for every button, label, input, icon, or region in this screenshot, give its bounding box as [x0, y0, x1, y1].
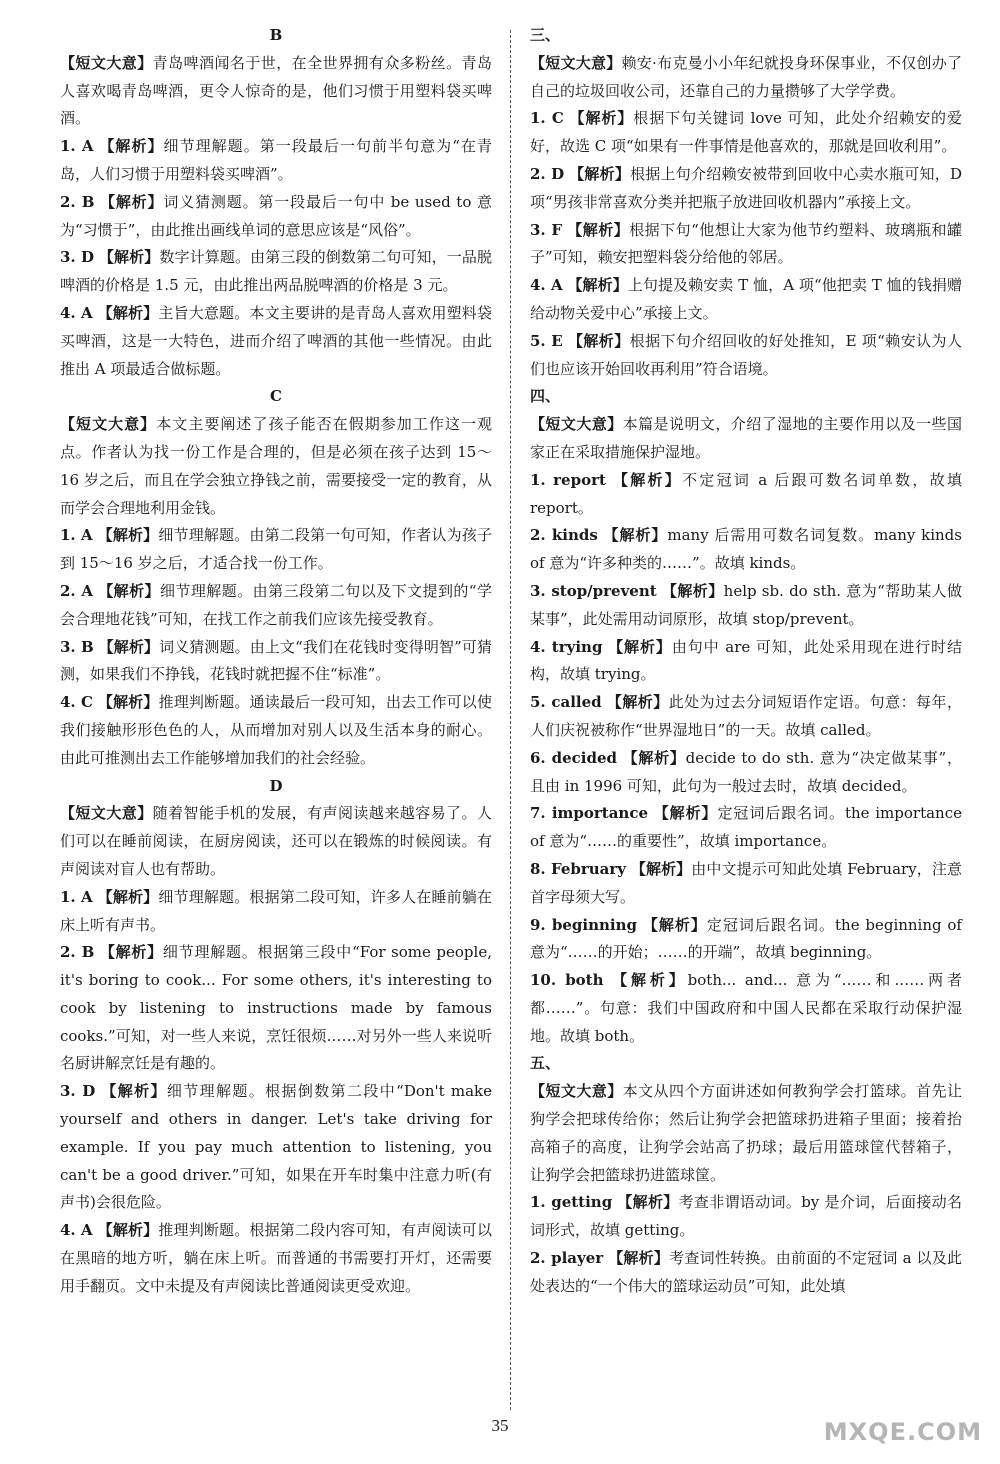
analysis-tag: 【解析】 — [97, 303, 159, 322]
answer-item — [60, 300, 492, 383]
body-text: 由中文提示可知此处填 February，注意首字母须大写。 — [530, 859, 962, 906]
answer-number: 4. A — [60, 1221, 93, 1240]
body-text: 主旨大意题。本文主要讲的是青岛人喜欢用塑料袋买啤酒，这是一大特色，进而介绍了啤酒的其他一些情况。由此推出 A 项最适合做标题。 — [60, 303, 492, 378]
body-text: 根据下句关键词 love 可知，此处介绍赖安的爱好，故选 C 项“如果有一件事情是他喜欢的，那就是回收利用”。 — [530, 109, 962, 156]
body-text: both... and... 意为“……和……两者都……”。句意：我们中国政府和中国人民都在采取行动保护湿地。故填 both。 — [530, 971, 962, 1045]
answer-item — [530, 634, 962, 690]
body-text: help sb. do sth. 意为“帮助某人做某事”，此处需用动词原形，故填 stop/prevent。 — [530, 581, 962, 628]
answer-number: 4. A — [530, 276, 563, 295]
answer-number: 1. getting — [530, 1193, 613, 1212]
body-text: 根据下句“他想让大家为他节约塑料、玻璃瓶和罐子”可知，赖安把塑料袋分给他的邻居。 — [530, 220, 962, 267]
answer-number: 8. February — [530, 859, 626, 878]
passage-summary — [60, 50, 492, 133]
analysis-tag: 【解析】 — [97, 887, 159, 906]
answer-number: 3. stop/prevent — [530, 581, 657, 600]
body-text: 随着智能手机的发展，有声阅读越来越容易了。人们可以在睡前阅读，在厨房阅读，还可以在锻炼的时候阅读。有声阅读对盲人也有帮助。 — [60, 804, 492, 878]
summary-tag: 【短文大意】 — [530, 53, 622, 72]
body-text: 根据下句介绍回收的好处推知，E 项“赖安认为人们也应该开始回收再利用”符合语境。 — [530, 331, 962, 378]
body-text: 青岛啤酒闻名于世，在全世界拥有众多粉丝。青岛人喜欢喝青岛啤酒，更令人惊奇的是，他们习惯于用塑料袋买啤酒。 — [60, 53, 492, 128]
analysis-tag: 【解析】 — [100, 192, 164, 211]
body-text: 推理判断题。根据第二段内容可知，有声阅读可以在黑暗的地方听，躺在床上听。而普通的书需要打开灯，还需要用手翻页。文中未提及有声阅读比普通阅读更受欢迎。 — [60, 1221, 492, 1295]
answer-number: 2. B — [60, 943, 95, 962]
analysis-tag: 【解析】 — [603, 526, 668, 545]
passage-summary — [530, 411, 962, 467]
analysis-tag: 【解析】 — [653, 804, 718, 823]
summary-tag: 【短文大意】 — [60, 415, 157, 434]
answer-item — [530, 217, 962, 273]
section-heading: 四、 — [530, 387, 561, 406]
right-column — [530, 22, 962, 1301]
analysis-tag: 【解析】 — [98, 581, 160, 600]
analysis-tag: 【解析】 — [608, 1249, 670, 1268]
column-divider — [510, 30, 511, 1410]
answer-item — [60, 1078, 492, 1217]
analysis-tag: 【解析】 — [661, 581, 724, 600]
answer-number: 3. B — [60, 637, 94, 656]
answer-number: 6. decided — [530, 748, 618, 767]
summary-tag: 【短文大意】 — [60, 804, 153, 823]
analysis-tag: 【解析】 — [97, 1221, 159, 1240]
passage-summary — [530, 1078, 962, 1189]
body-text: 不定冠词 a 后跟可数名词单数，故填 report。 — [530, 470, 962, 517]
body-text: 细节理解题。由第三段第二句以及下文提到的“学会合理地花钱”可知，在找工作之前我们应该先接受教育。 — [60, 581, 492, 628]
summary-tag: 【短文大意】 — [530, 415, 623, 434]
analysis-tag: 【解析】 — [569, 109, 634, 128]
answer-number: 3. D — [60, 1082, 96, 1101]
passage-summary — [60, 411, 492, 522]
answer-number: 4. A — [60, 303, 93, 322]
analysis-tag: 【解析】 — [569, 164, 631, 183]
answer-number: 2. player — [530, 1249, 604, 1268]
body-text: 数字计算题。由第三段的倒数第二句可知，一品脱啤酒的价格是 1.5 元，由此推出两品脱啤酒的价格是 3 元。 — [60, 248, 492, 295]
analysis-tag: 【解析】 — [612, 971, 688, 990]
answer-number: 10. both — [530, 971, 604, 990]
analysis-tag: 【解析】 — [99, 137, 164, 156]
passage-summary — [60, 800, 492, 883]
answer-item — [60, 522, 492, 578]
body-text: 细节理解题。根据第三段中“For some people, it's boring to cook... For some others, it's interesting to cook by listening to instructions made by famous cooks.”可知，对一些人来说，烹饪很烦……对另外一些人来说听名厨讲解烹饪是有趣的。 — [60, 943, 492, 1073]
section-heading: 三、 — [530, 26, 561, 44]
answer-item — [530, 272, 962, 328]
body-text: 上句提及赖安卖 T 恤，A 项“他把卖 T 恤的钱捐赠给动物关爱中心”承接上文。 — [530, 276, 962, 322]
answer-item — [530, 467, 962, 523]
body-text: 赖安·布克曼小小年纪就投身环保事业，不仅创办了自己的垃圾回收公司，还靠自己的力量攒够了大学学费。 — [530, 53, 962, 100]
body-text: 细节理解题。根据第二段可知，许多人在睡前躺在床上听有声书。 — [60, 887, 492, 934]
body-text: 考查非谓语动词。by 是介词，后面接动名词形式，故填 getting。 — [530, 1193, 962, 1240]
answer-number: 3. D — [60, 248, 95, 267]
body-text: 本文主要阐述了孩子能否在假期参加工作这一观点。作者认为找一份工作是合理的，但是必须在孩子达到 15～16 岁之后，而且在学会独立挣钱之前，需要接受一定的教育，从而学会合理地利用金钱。 — [60, 415, 492, 517]
answer-item — [530, 105, 962, 161]
body-text: decide to do sth. 意为“决定做某事”，且由 in 1996 可知，此句为一般过去时，故填 decided。 — [530, 748, 962, 795]
body-text: 定冠词后跟名词。the importance of 意为“……的重要性”，故填 importance。 — [530, 804, 962, 851]
analysis-tag: 【解析】 — [608, 637, 672, 656]
analysis-tag: 【解析】 — [617, 1193, 679, 1212]
answer-number: 2. A — [60, 581, 93, 600]
left-column — [60, 22, 492, 1301]
answer-item — [60, 939, 492, 1078]
answer-item — [60, 884, 492, 940]
answer-number: 1. A — [60, 887, 93, 906]
analysis-tag: 【解析】 — [606, 693, 669, 712]
analysis-tag: 【解析】 — [567, 331, 630, 350]
answer-item — [530, 578, 962, 634]
answer-item — [530, 1245, 962, 1301]
body-text: 词义猜测题。第一段最后一句中 be used to 意为“习惯于”，由此推出画线单词的意思应该是“风俗”。 — [60, 192, 492, 239]
section-heading: B — [269, 26, 283, 44]
body-text: 此处为过去分词短语作定语。句意：每年，人们庆祝被称作“世界湿地日”的一天。故填 called。 — [530, 693, 962, 739]
answer-number: 1. A — [60, 526, 93, 545]
body-text: 细节理解题。根据倒数第二段中“Don't make yourself and others in danger. Let's take driving for example. If you pay much attention to listening, you can't be a good driver.”可知，如果在开车时集中注意力听(有声书)会很危险。 — [60, 1082, 492, 1212]
body-text: 本文从四个方面讲述如何教狗学会打篮球。首先让狗学会把球传给你；然后让狗学会把篮球扔进箱子里面；接着抬高箱子的高度，让狗学会站高了扔球；最后用篮球筐代替箱子，让狗学会把篮球扔进篮球筐。 — [530, 1082, 962, 1184]
answer-number: 3. F — [530, 220, 563, 239]
analysis-tag: 【解析】 — [642, 915, 707, 934]
body-text: 定冠词后跟名词。the beginning of 意为“……的开始；……的开端”，故填 beginning。 — [530, 915, 962, 962]
answer-number: 1. report — [530, 470, 606, 489]
analysis-tag: 【解析】 — [97, 526, 159, 545]
answer-number: 2. B — [60, 192, 95, 211]
body-text: 细节理解题。第一段最后一句前半句意为“在青岛，人们习惯于用塑料袋买啤酒”。 — [60, 137, 492, 183]
analysis-tag: 【解析】 — [97, 693, 159, 712]
analysis-tag: 【解析】 — [567, 220, 630, 239]
answer-item — [60, 578, 492, 634]
answer-number: 2. D — [530, 164, 565, 183]
answer-item — [60, 244, 492, 300]
body-text: 推理判断题。通读最后一段可知，出去工作可以使我们接触形形色色的人，从而增加对别人以及生活本身的耐心。由此可推测出去工作能够增加我们的社会经验。 — [60, 693, 492, 767]
answer-number: 4. C — [60, 693, 93, 712]
answer-item — [60, 1217, 492, 1300]
body-text: 细节理解题。由第二段第一句可知，作者认为孩子到 15～16 岁之后，才适合找一份工作。 — [60, 526, 492, 573]
answer-number: 2. kinds — [530, 526, 598, 545]
analysis-tag: 【解析】 — [99, 943, 163, 962]
answer-number: 9. beginning — [530, 915, 638, 934]
body-text: 根据上句介绍赖安被带到回收中心卖水瓶可知，D 项“男孩非常喜欢分类并把瓶子放进回收机器内”承接上文。 — [530, 164, 962, 211]
answer-item — [530, 161, 962, 217]
body-text: 词义猜测题。由上文“我们在花钱时变得明智”可猜测，如果我们不挣钱，花钱时就把握不住“标准”。 — [60, 637, 492, 684]
analysis-tag: 【解析】 — [622, 748, 686, 767]
answer-number: 4. trying — [530, 637, 603, 656]
summary-tag: 【短文大意】 — [60, 53, 153, 72]
answer-item — [530, 967, 962, 1050]
answer-item — [530, 522, 962, 578]
answer-number: 1. A — [60, 137, 94, 156]
answer-item — [530, 328, 962, 384]
answer-number: 5. called — [530, 693, 602, 712]
answer-item — [60, 689, 492, 772]
analysis-tag: 【解析】 — [612, 470, 683, 489]
summary-tag: 【短文大意】 — [530, 1082, 623, 1101]
body-text: 考查词性转换。由前面的不定冠词 a 以及此处表达的“一个伟大的篮球运动员”可知，此处填 — [530, 1249, 962, 1295]
page-number: 35 — [491, 1416, 509, 1435]
analysis-tag: 【解析】 — [98, 248, 160, 267]
answer-item — [530, 912, 962, 968]
answer-item — [60, 634, 492, 690]
watermark-logo: MXQE.COM — [823, 1418, 982, 1446]
section-heading: C — [270, 387, 282, 406]
answer-item — [530, 800, 962, 856]
analysis-tag: 【解析】 — [630, 859, 692, 878]
answer-item — [530, 856, 962, 912]
analysis-tag: 【解析】 — [98, 637, 160, 656]
answer-item — [530, 745, 962, 801]
body-text: 本篇是说明文，介绍了湿地的主要作用以及一些国家正在采取措施保护湿地。 — [530, 415, 962, 461]
body-text: many 后需用可数名词复数。many kinds of 意为“许多种类的……”。故填 kinds。 — [530, 526, 962, 573]
answer-item — [60, 133, 492, 189]
section-heading: 五、 — [530, 1054, 561, 1073]
passage-summary — [530, 50, 962, 106]
analysis-tag: 【解析】 — [567, 276, 628, 295]
section-heading: D — [269, 776, 283, 795]
answer-number: 1. C — [530, 109, 564, 128]
body-text: 由句中 are 可知，此处采用现在进行时结构，故填 trying。 — [530, 637, 962, 684]
answer-item — [530, 689, 962, 745]
answer-number: 5. E — [530, 331, 563, 350]
analysis-tag: 【解析】 — [101, 1082, 167, 1101]
answer-number: 7. importance — [530, 804, 649, 823]
answer-item — [530, 1189, 962, 1245]
answer-item — [60, 189, 492, 245]
